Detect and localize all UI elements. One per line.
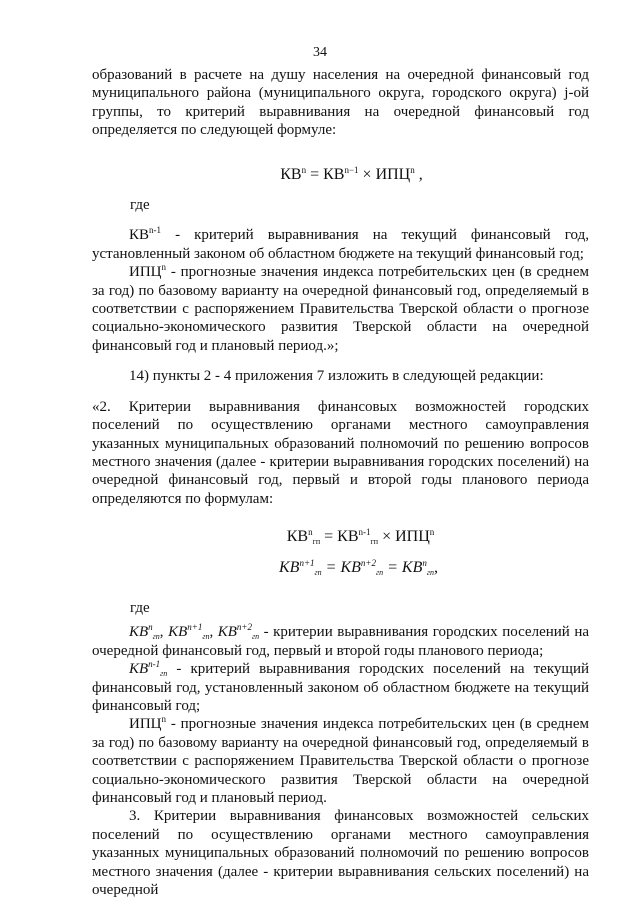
formula-plan-b: = KB — [321, 558, 361, 576]
definition-ipc-symbol: ИПЦ — [129, 264, 162, 281]
formula-plan-c-sup: n — [422, 557, 427, 568]
formula-kv-gp-plan — [92, 559, 589, 577]
def3-s3-sup: n+2 — [236, 622, 252, 633]
formula-plan-b-sub: гп — [375, 567, 384, 577]
paragraph-3: 3. Критерии выравнивания финансовых возможностей сельских поселений по осуществлению органами местного самоуправления указанных муниципальных образований полномочий по решению вопросов местного значения (далее - критерии выравнивания сельских поселений) на очередной — [92, 808, 589, 899]
formula-kv-gp-eq: = КВ — [320, 528, 359, 546]
def4-sub: гп — [160, 669, 168, 679]
def3-s2: KB — [168, 624, 188, 641]
definition-kv-prev-text: - критерий выравнивания на текущий финансовый год, установленный законом об областном бюджете на текущий финансовый год; — [92, 227, 589, 262]
formula-kv-lhs-sup: n — [301, 164, 307, 175]
def3-s3: KB — [217, 624, 237, 641]
def4-sup: n-1 — [148, 659, 161, 670]
formula-kv — [92, 166, 589, 184]
def3-s1-sup: n — [148, 622, 153, 633]
formula-plan-c-sub: гп — [426, 567, 434, 577]
formula-kv-gp — [92, 528, 589, 546]
def3-s2-sub: гп — [202, 632, 210, 642]
formula-kv-gp-rhs-sup: n-1 — [358, 527, 371, 538]
formula-kv-gp-times: × ИПЦ — [378, 528, 430, 546]
def5-text: - прогнозные значения индекса потребительских цен (в среднем за год) по базовому варианту на очередной финансовый год, определяемый в соответствии с распоряжением Правительства Тверской области о прогнозе социально-экономического развития Тверской области на очередной финансовый год и плановый период. — [92, 716, 589, 806]
page-number: 34 — [313, 45, 327, 60]
formula-kv-gp-rhs-sub: гп — [370, 537, 379, 547]
definition-ipc-2 — [92, 715, 589, 807]
definition-kv-gp-plan: $KB^n_{гп}$, $KB^{n+1}_{гп}$, $KB^{n+2}_{гп}$ - критерии выравнивания городских поселений на очередной финансовый год, первый и второй годы планового периода; — [92, 622, 590, 659]
formula-kv-rhs-sup: n−1 — [344, 164, 359, 175]
formula-plan-c: = KB — [383, 558, 423, 576]
document-body — [92, 66, 589, 899]
formula-plan-a: KB — [279, 558, 300, 576]
def5-symbol: ИПЦ — [129, 716, 162, 733]
definition-ipc-sup: n — [161, 262, 166, 273]
definition-kv-gp-prev — [92, 660, 589, 715]
formula-kv-gp-lhs-sup: n — [308, 527, 313, 538]
definition-kv-prev-symbol: КВ — [129, 227, 150, 244]
formula-kv-gp-lhs-sub: гп — [312, 537, 321, 547]
formula-plan-b-sup: n+2 — [360, 557, 376, 568]
formula-kv-gp-lhs: КВ — [286, 528, 309, 546]
formula-kv-eq: = КВ — [306, 165, 345, 183]
formula-kv-gp-ipc-sup: n — [429, 527, 435, 538]
formula-kv-ipc-sup: n — [410, 164, 415, 175]
def3-s3-sub: гп — [251, 632, 260, 642]
definition-kv-prev-sup: n-1 — [149, 225, 162, 236]
def4-text: - критерий выравнивания городских поселений на текущий финансовый год, установленный законом об областном бюджете на текущий финансовый год; — [92, 661, 589, 714]
paragraph-2: «2. Критерии выравнивания финансовых возможностей городских поселений по осуществлению органами местного самоуправления указанных муниципальных образований полномочий по решению вопросов местного значения (далее - критерии выравнивания городских поселений) на очередной финансовый год, первый и второй годы планового периода определяются по формулам: — [92, 398, 589, 507]
definition-ipc — [92, 263, 589, 355]
def3-s1: KB — [129, 624, 149, 641]
where-label-1: где — [130, 197, 150, 214]
def3-text: - критерии выравнивания городских поселений на очередной финансовый год, первый и второй годы планового периода; — [92, 624, 590, 659]
definition-kv-prev — [92, 226, 589, 263]
item-14: 14) пункты 2 - 4 приложения 7 изложить в следующей редакции: — [129, 368, 544, 385]
def3-s1-sub: гп — [152, 632, 160, 642]
formula-plan-end: , — [433, 558, 438, 576]
definition-ipc-text: - прогнозные значения индекса потребительских цен (в среднем за год) по базовому варианту на очередной финансовый год, определяемый в соответствии с распоряжением Правительства Тверской области о прогнозе социально-экономического развития Тверской области на очередной финансовый год и плановый период.»; — [92, 264, 589, 354]
def3-s2-sup: n+1 — [187, 622, 203, 633]
where-label-2: где — [130, 599, 150, 616]
formula-plan-a-sup: n+1 — [299, 557, 315, 568]
formula-kv-lhs: КВ — [280, 165, 302, 183]
paragraph-intro: образований в расчете на душу населения на очередной финансовый год муниципального района (муниципального округа, городского округа) j-ой группы, то критерий выравнивания на очередной финансовый год определяется по следующей формуле: — [92, 67, 589, 139]
formula-kv-times: × ИПЦ — [358, 165, 411, 183]
formula-kv-end: , — [414, 165, 423, 183]
def5-sup: n — [161, 714, 166, 725]
formula-plan-a-sub: гп — [314, 567, 322, 577]
def4-symbol: KB — [129, 661, 149, 678]
